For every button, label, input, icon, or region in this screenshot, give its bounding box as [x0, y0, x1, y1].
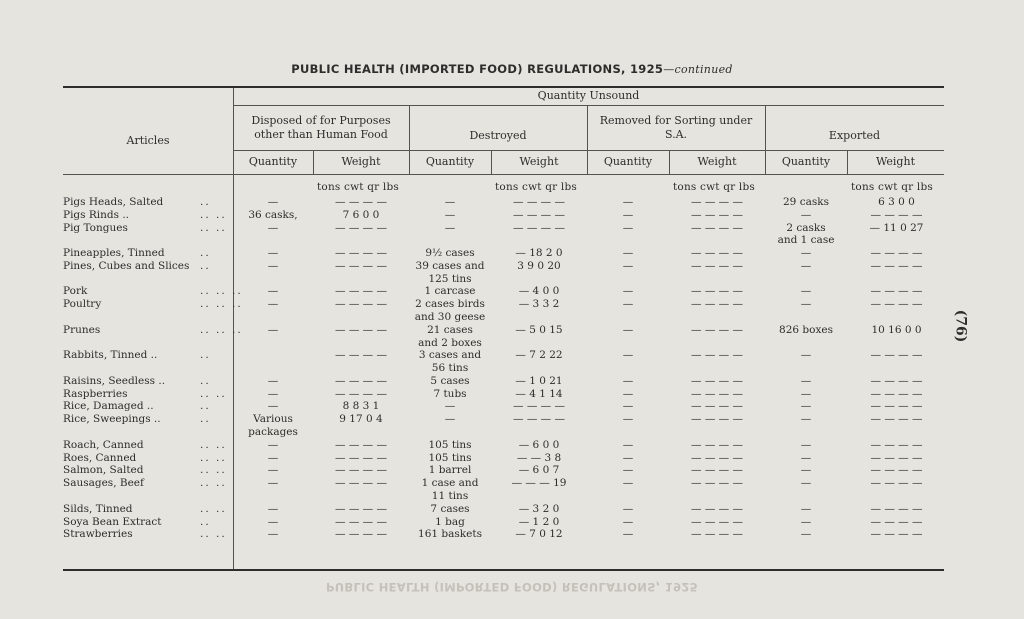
cell-q3: —	[622, 259, 634, 272]
cell-q1: —	[267, 528, 279, 541]
header-articles: Articles	[126, 134, 170, 147]
cell-w2: — 7 2 22	[515, 349, 563, 362]
header-destroyed: Destroyed	[469, 129, 527, 142]
cell-q4: —	[800, 438, 812, 451]
cell-q2: 125 tins	[428, 272, 472, 285]
cell-q2: —	[444, 208, 456, 221]
cell-dots: ..	[200, 349, 211, 362]
cell-w4: — — — —	[870, 374, 923, 387]
header-weight-4: Weight	[876, 155, 915, 168]
cell-w4: 6 3 0 0	[878, 196, 915, 208]
cell-q4: —	[800, 477, 812, 490]
cell-article: Roach, Canned	[63, 438, 144, 451]
cell-dots: .. ..	[200, 221, 227, 234]
cell-article: Pork	[63, 285, 88, 298]
cell-w1: — — — —	[334, 464, 387, 477]
cell-w3: — — — —	[690, 451, 743, 464]
cell-w3: — — — —	[690, 464, 743, 477]
cell-w4: 10 16 0 0	[871, 323, 922, 336]
cell-w2: — 4 1 14	[515, 387, 563, 400]
weight-units-3: tons cwt qr lbs	[673, 181, 756, 193]
cell-q1: —	[267, 285, 279, 298]
cell-w4: — — — —	[870, 285, 923, 298]
cell-q2: 105 tins	[428, 451, 472, 464]
cell-w2: 3 9 0 20	[517, 259, 561, 272]
cell-q2: 1 carcase	[424, 285, 476, 298]
cell-w4: — — — —	[870, 400, 923, 413]
cell-q1: —	[267, 298, 279, 311]
cell-w4: — — — —	[870, 464, 923, 477]
cell-dots: .. ..	[200, 528, 227, 541]
cell-q3: —	[622, 298, 634, 311]
cell-q3: —	[622, 387, 634, 400]
header-removed: Removed for Sorting under S.A.	[599, 114, 753, 141]
cell-article: Pineapples, Tinned	[63, 247, 165, 260]
cell-article: Rabbits, Tinned ..	[63, 349, 158, 362]
cell-w2: — 1 0 21	[515, 374, 563, 387]
cell-w4: — — — —	[870, 502, 923, 515]
cell-w2: — 4 0 0	[518, 285, 560, 298]
cell-q3: —	[622, 349, 634, 362]
cell-q2: —	[444, 196, 456, 208]
cell-q1: packages	[248, 426, 298, 439]
cell-dots: ..	[200, 374, 211, 387]
cell-w3: — — — —	[690, 400, 743, 413]
cell-q3: —	[622, 438, 634, 451]
cell-q3: —	[622, 374, 634, 387]
cell-q1: —	[267, 464, 279, 477]
cell-w2: — — — —	[512, 196, 565, 208]
cell-q3: —	[622, 221, 634, 234]
top-rule	[63, 86, 944, 88]
cell-w3: — — — —	[690, 502, 743, 515]
cell-w3: — — — —	[690, 285, 743, 298]
cell-q4: —	[800, 387, 812, 400]
cell-q1: Various	[253, 413, 293, 426]
cell-q4: 826 boxes	[779, 323, 833, 336]
weight-units-2: tons cwt qr lbs	[495, 181, 578, 193]
cell-w2: — 6 0 0	[518, 438, 560, 451]
cell-article: Pines, Cubes and Slices	[63, 259, 190, 272]
cell-q4: —	[800, 464, 812, 477]
cell-q3: —	[622, 208, 634, 221]
cell-q1: 36 casks,	[248, 208, 298, 221]
cell-article: Pig Tongues	[63, 221, 128, 234]
cell-w2: — 1 2 0	[518, 515, 560, 528]
cell-dots: .. ..	[200, 208, 227, 221]
cell-q2: —	[444, 221, 456, 234]
cell-w2: — — 3 8	[516, 451, 562, 464]
cell-q1: —	[267, 515, 279, 528]
cell-q2: 9½ cases	[425, 247, 475, 260]
cell-dots: .. ..	[200, 438, 227, 451]
cell-w3: — — — —	[690, 374, 743, 387]
cell-q3: —	[622, 323, 634, 336]
cell-q1: —	[267, 400, 279, 413]
cell-dots: ..	[200, 196, 211, 208]
cell-q1: —	[267, 387, 279, 400]
cell-w1: — — — —	[334, 387, 387, 400]
cell-q4: —	[800, 285, 812, 298]
cell-article: Silds, Tinned	[63, 502, 133, 515]
cell-q1: —	[267, 247, 279, 260]
cell-q4: and 1 case	[777, 234, 835, 247]
cell-w1: — — — —	[334, 515, 387, 528]
cell-q3: —	[622, 400, 634, 413]
cell-w4: — — — —	[870, 438, 923, 451]
cell-q2: 56 tins	[431, 362, 469, 375]
cell-w4: — — — —	[870, 528, 923, 541]
cell-w3: — — — —	[690, 413, 743, 426]
cell-w1: — — — —	[334, 528, 387, 541]
cell-q3: —	[622, 464, 634, 477]
cell-dots: .. ..	[200, 464, 227, 477]
cell-q4: —	[800, 247, 812, 260]
header-quantity-3: Quantity	[603, 155, 653, 168]
cell-article: Soya Bean Extract	[63, 515, 162, 528]
cell-w1: — — — —	[334, 259, 387, 272]
cell-dots: ..	[200, 400, 211, 413]
weight-units-4: tons cwt qr lbs	[851, 181, 934, 193]
cell-w2: — — — —	[512, 208, 565, 221]
cell-q2: 105 tins	[428, 438, 472, 451]
cell-q4: —	[800, 451, 812, 464]
cell-w3: — — — —	[690, 323, 743, 336]
cell-q3: —	[622, 285, 634, 298]
cell-w3: — — — —	[690, 515, 743, 528]
cell-w2: — 6 0 7	[518, 464, 560, 477]
cell-w4: — — — —	[870, 298, 923, 311]
cell-w4: — — — —	[870, 387, 923, 400]
cell-w4: — — — —	[870, 259, 923, 272]
cell-q2: 3 cases and	[418, 349, 482, 362]
cell-q3: —	[622, 515, 634, 528]
cell-q3: —	[622, 413, 634, 426]
cell-article: Poultry	[63, 298, 102, 311]
header-quantity-1: Quantity	[248, 155, 298, 168]
cell-dots: ..	[200, 413, 211, 426]
cell-q2: 39 cases and	[415, 259, 485, 272]
cell-q4: —	[800, 528, 812, 541]
header-weight-1: Weight	[341, 155, 381, 168]
header-weight-2: Weight	[519, 155, 559, 168]
cell-q2: —	[444, 413, 456, 426]
cell-w2: — 3 2 0	[518, 502, 560, 515]
cell-q2: 161 baskets	[418, 528, 482, 541]
cell-q2: and 2 boxes	[418, 336, 482, 349]
cell-dots: .. .. ..	[200, 323, 243, 336]
bleed-through-title: PUBLIC HEALTH (IMPORTED FOOD) REGULATIONS, 1925	[326, 580, 698, 594]
weight-units-1: tons cwt qr lbs	[317, 181, 400, 193]
cell-article: Raisins, Seedless ..	[63, 374, 166, 387]
cell-w1: — — — —	[334, 323, 387, 336]
cell-w2: — 3 3 2	[518, 298, 560, 311]
cell-w1: — — — —	[334, 196, 387, 208]
cell-q3: —	[622, 502, 634, 515]
cell-q2: 1 bag	[435, 515, 465, 528]
cell-w1: 8 8 3 1	[342, 400, 380, 413]
cell-w1: — — — —	[334, 247, 387, 260]
cell-q4: —	[800, 259, 812, 272]
title-text: PUBLIC HEALTH (IMPORTED FOOD) REGULATIONS, 1925	[291, 62, 664, 76]
cell-article: Roes, Canned	[63, 451, 137, 464]
cell-q4: —	[800, 298, 812, 311]
cell-article: Strawberries	[63, 528, 133, 541]
cell-q4: 29 casks	[783, 196, 829, 208]
header-quantity-4: Quantity	[781, 155, 831, 168]
cell-q2: 2 cases birds	[415, 298, 485, 311]
cell-w3: — — — —	[690, 259, 743, 272]
cell-w3: — — — —	[690, 247, 743, 260]
cell-q3: —	[622, 477, 634, 490]
cell-q2: 1 case and	[421, 477, 479, 490]
page-title	[0, 62, 1024, 76]
cell-w3: — — — —	[690, 477, 743, 490]
cell-dots: .. .. ..	[200, 285, 243, 298]
cell-q1: —	[267, 221, 279, 234]
cell-w2: — — — —	[512, 400, 565, 413]
cell-w1: — — — —	[334, 477, 387, 490]
cell-q4: 2 casks	[786, 221, 826, 234]
cell-article: Salmon, Salted	[63, 464, 144, 477]
cell-dots: ..	[200, 247, 211, 260]
cell-q1: —	[267, 374, 279, 387]
cell-w3: — — — —	[690, 221, 743, 234]
cell-q4: —	[800, 413, 812, 426]
cell-w3: — — — —	[690, 528, 743, 541]
cell-w4: — — — —	[870, 515, 923, 528]
cell-q4: —	[800, 515, 812, 528]
cell-q2: 7 cases	[430, 502, 470, 515]
cell-w4: — — — —	[870, 208, 923, 221]
cell-w3: — — — —	[690, 349, 743, 362]
cell-w4: — — — —	[870, 451, 923, 464]
cell-q3: —	[622, 451, 634, 464]
cell-q1: —	[267, 477, 279, 490]
cell-q2: 11 tins	[431, 489, 469, 502]
cell-q1: —	[267, 196, 279, 208]
cell-w1: — — — —	[334, 221, 387, 234]
cell-dots: .. ..	[200, 451, 227, 464]
page-number: (76)	[952, 309, 969, 343]
cell-w4: — — — —	[870, 247, 923, 260]
cell-q4: —	[800, 400, 812, 413]
cell-w1: — — — —	[334, 438, 387, 451]
cell-q1: —	[267, 259, 279, 272]
cell-q2: —	[444, 400, 456, 413]
cell-w4: — — — —	[870, 349, 923, 362]
bottom-rule	[63, 569, 944, 571]
cell-w2: — — — —	[512, 221, 565, 234]
cell-q1: —	[267, 323, 279, 336]
cell-q2: 21 cases	[427, 323, 473, 336]
cell-article: Raspberries	[63, 387, 128, 400]
cell-q4: —	[800, 502, 812, 515]
cell-q4: —	[800, 374, 812, 387]
cell-q3: —	[622, 196, 634, 208]
header-disposed: Disposed of for Purposes other than Human Food	[251, 114, 391, 141]
cell-w2: — 5 0 15	[515, 323, 563, 336]
cell-q1: —	[267, 502, 279, 515]
cell-article: Pigs Rinds ..	[63, 208, 130, 221]
cell-article: Pigs Heads, Salted	[63, 196, 164, 208]
cell-dots: ..	[200, 259, 211, 272]
cell-q4: —	[800, 349, 812, 362]
cell-w1: 9 17 0 4	[339, 413, 383, 426]
cell-q2: 5 cases	[430, 374, 470, 387]
title-continued: —continued	[663, 63, 733, 76]
cell-w2: — 18 2 0	[515, 247, 563, 260]
cell-q2: and 30 geese	[414, 311, 486, 324]
cell-dots: .. ..	[200, 387, 227, 400]
cell-q3: —	[622, 247, 634, 260]
header-line-subgroups	[233, 150, 944, 151]
header-weight-3: Weight	[697, 155, 737, 168]
cell-article: Rice, Damaged ..	[63, 400, 154, 413]
cell-article: Rice, Sweepings ..	[63, 413, 161, 426]
cell-w3: — — — —	[690, 298, 743, 311]
cell-w1: — — — —	[334, 349, 387, 362]
cell-q2: 1 barrel	[428, 464, 472, 477]
header-quantity-unsound: Quantity Unsound	[537, 89, 640, 102]
cell-dots: .. ..	[200, 477, 227, 490]
cell-w4: — — — —	[870, 413, 923, 426]
cell-w2: — — — 19	[511, 477, 567, 490]
cell-article: Prunes	[63, 323, 101, 336]
cell-q1: —	[267, 438, 279, 451]
cell-dots: .. .. ..	[200, 298, 243, 311]
cell-w1: — — — —	[334, 374, 387, 387]
table-row	[63, 528, 944, 542]
cell-w1: — — — —	[334, 285, 387, 298]
header-line-bottom	[63, 174, 944, 175]
cell-w1: — — — —	[334, 502, 387, 515]
cell-w3: — — — —	[690, 387, 743, 400]
cell-q1: —	[267, 451, 279, 464]
header-quantity-2: Quantity	[425, 155, 475, 168]
header-exported: Exported	[828, 129, 881, 142]
cell-dots: ..	[200, 515, 211, 528]
header-line-unsound	[233, 105, 944, 106]
cell-q3: —	[622, 528, 634, 541]
cell-w2: — 7 0 12	[515, 528, 563, 541]
cell-w4: — — — —	[870, 477, 923, 490]
cell-w1: 7 6 0 0	[342, 208, 380, 221]
cell-dots: .. ..	[200, 502, 227, 515]
cell-w3: — — — —	[690, 196, 743, 208]
cell-q2: 7 tubs	[433, 387, 467, 400]
cell-w2: — — — —	[512, 413, 565, 426]
cell-article: Sausages, Beef	[63, 477, 144, 490]
cell-w3: — — — —	[690, 438, 743, 451]
cell-w1: — — — —	[334, 451, 387, 464]
cell-w3: — — — —	[690, 208, 743, 221]
cell-w4: — 11 0 27	[869, 221, 924, 234]
cell-w1: — — — —	[334, 298, 387, 311]
cell-q4: —	[800, 208, 812, 221]
